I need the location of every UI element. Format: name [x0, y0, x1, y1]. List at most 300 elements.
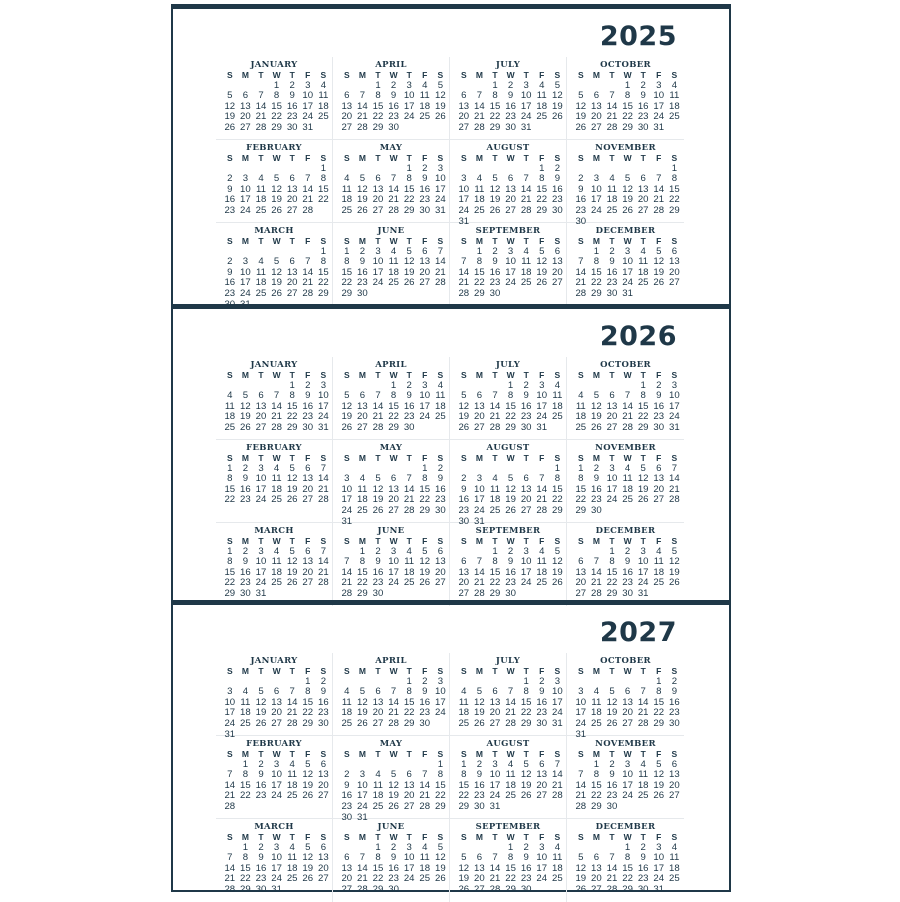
- day-number: 27: [474, 421, 485, 433]
- day-number: 25: [435, 411, 446, 423]
- month-name: OCTOBER: [600, 656, 651, 666]
- day-number: 24: [372, 277, 384, 289]
- day-number: 3: [227, 686, 233, 698]
- day-number: 24: [474, 504, 485, 516]
- day-number: 25: [255, 287, 267, 299]
- day-number: 30: [606, 800, 618, 812]
- day-number: 19: [372, 494, 384, 506]
- weekday-header: F: [305, 153, 311, 163]
- day-number: 30: [520, 883, 532, 895]
- day-number: 8: [578, 473, 584, 485]
- day-number: 20: [318, 862, 329, 874]
- weekday-header: T: [609, 666, 615, 676]
- weekday-header: S: [437, 370, 444, 380]
- day-number: 1: [593, 758, 600, 770]
- month-april: [333, 357, 450, 440]
- day-number: 29: [622, 121, 633, 133]
- day-number: 4: [578, 390, 584, 402]
- weekday-header: M: [358, 370, 366, 380]
- day-number: 9: [523, 390, 529, 402]
- day-number: 8: [375, 852, 381, 864]
- day-number: 25: [669, 111, 680, 123]
- day-number: 16: [403, 400, 415, 412]
- day-number: 16: [357, 266, 368, 278]
- day-number: 28: [286, 717, 298, 729]
- day-number: 28: [552, 790, 563, 802]
- weekday-header: T: [258, 536, 264, 546]
- day-number: 19: [403, 266, 415, 278]
- day-number: 27: [458, 121, 470, 133]
- weekday-header: M: [241, 370, 249, 380]
- day-number: 19: [606, 707, 618, 719]
- day-number: 21: [318, 566, 329, 578]
- day-number: 6: [671, 245, 678, 257]
- day-number: 13: [372, 696, 384, 708]
- day-number: 25: [419, 111, 431, 123]
- day-number: 10: [622, 256, 633, 268]
- day-number: 1: [656, 675, 662, 687]
- day-number: 5: [593, 390, 600, 402]
- weekday-header: T: [523, 536, 529, 546]
- day-number: 9: [609, 256, 615, 268]
- day-number: 12: [505, 483, 516, 495]
- day-number: 3: [578, 686, 584, 698]
- day-number: 21: [489, 873, 501, 885]
- day-number: 9: [289, 90, 295, 102]
- day-number: 31: [536, 421, 548, 433]
- day-number: 15: [224, 483, 236, 495]
- day-number: 11: [653, 556, 664, 568]
- day-number: 27: [536, 790, 548, 802]
- weekday-header: S: [320, 236, 327, 246]
- day-number: 27: [341, 883, 353, 895]
- day-number: 15: [318, 266, 329, 278]
- day-number: 23: [637, 111, 649, 123]
- day-number: 1: [671, 162, 678, 174]
- day-number: 31: [435, 204, 446, 216]
- weekday-header: T: [640, 70, 646, 80]
- day-number: 23: [606, 790, 618, 802]
- weekday-header: M: [358, 70, 366, 80]
- day-number: 13: [474, 862, 485, 874]
- day-number: 18: [435, 400, 446, 412]
- day-number: 14: [372, 400, 384, 412]
- day-number: 26: [536, 277, 548, 289]
- day-number: 10: [520, 90, 532, 102]
- day-number: 8: [289, 390, 295, 402]
- day-number: 14: [302, 183, 314, 195]
- month-name: NOVEMBER: [595, 443, 656, 453]
- day-number: 1: [359, 545, 366, 557]
- weekday-header: T: [406, 536, 412, 546]
- weekday-header: F: [539, 70, 545, 80]
- day-number: 2: [578, 173, 584, 185]
- day-number: 27: [240, 121, 251, 133]
- day-number: 23: [419, 707, 431, 719]
- day-number: 3: [671, 379, 678, 391]
- weekday-header: S: [460, 153, 467, 163]
- month-name: JUNE: [377, 226, 405, 236]
- day-number: 16: [552, 183, 563, 195]
- day-number: 12: [271, 266, 282, 278]
- day-number: 1: [227, 462, 233, 474]
- weekday-header: S: [437, 832, 444, 842]
- weekday-header: T: [609, 453, 615, 463]
- day-number: 26: [552, 577, 563, 589]
- day-number: 19: [357, 707, 368, 719]
- day-number: 5: [305, 758, 311, 770]
- day-number: 23: [458, 504, 470, 516]
- day-grid: [456, 153, 563, 227]
- day-number: 14: [458, 266, 470, 278]
- day-number: 20: [302, 483, 314, 495]
- day-number: 24: [403, 111, 415, 123]
- day-number: 14: [505, 696, 516, 708]
- day-number: 20: [606, 411, 618, 423]
- day-number: 4: [422, 79, 428, 91]
- day-number: 2: [422, 675, 428, 687]
- day-number: 4: [492, 473, 498, 485]
- day-number: 25: [474, 204, 485, 216]
- weekday-header: T: [258, 236, 264, 246]
- day-number: 16: [240, 566, 251, 578]
- day-number: 22: [591, 277, 602, 289]
- weekday-header: M: [475, 70, 483, 80]
- month-june: [333, 523, 450, 606]
- day-number: 12: [637, 473, 649, 485]
- weekday-header: S: [577, 536, 584, 546]
- day-number: 17: [435, 183, 446, 195]
- day-number: 18: [357, 494, 368, 506]
- weekday-header: T: [609, 832, 615, 842]
- day-number: 13: [474, 400, 485, 412]
- day-number: 26: [286, 494, 298, 506]
- day-number: 23: [388, 873, 399, 885]
- day-number: 19: [458, 873, 470, 885]
- day-number: 27: [318, 790, 329, 802]
- day-number: 3: [305, 79, 311, 91]
- day-number: 22: [403, 707, 415, 719]
- weekday-header: T: [492, 749, 498, 759]
- day-number: 21: [388, 194, 399, 206]
- day-number: 14: [419, 779, 431, 791]
- weekday-header: T: [289, 236, 295, 246]
- day-number: 28: [435, 277, 446, 289]
- weekday-header: F: [305, 70, 311, 80]
- day-number: 3: [539, 379, 545, 391]
- day-number: 23: [357, 277, 368, 289]
- day-number: 10: [622, 769, 633, 781]
- day-number: 23: [240, 577, 251, 589]
- day-number: 9: [437, 473, 444, 485]
- weekday-header: S: [671, 370, 678, 380]
- day-number: 13: [255, 400, 267, 412]
- day-number: 4: [624, 462, 631, 474]
- day-number: 12: [302, 769, 314, 781]
- day-number: 27: [271, 717, 282, 729]
- day-number: 29: [536, 204, 548, 216]
- day-number: 28: [575, 800, 587, 812]
- day-number: 29: [372, 883, 384, 895]
- day-number: 8: [593, 769, 600, 781]
- day-number: 31: [552, 717, 563, 729]
- weekday-header: W: [272, 666, 281, 676]
- weekday-header: S: [554, 666, 561, 676]
- day-number: 9: [461, 483, 467, 495]
- day-number: 1: [461, 758, 467, 770]
- day-number: 8: [492, 556, 498, 568]
- day-number: 17: [653, 862, 665, 874]
- day-number: 23: [341, 800, 353, 812]
- day-number: 5: [656, 758, 662, 770]
- day-number: 27: [653, 494, 665, 506]
- day-number: 2: [507, 545, 514, 557]
- weekday-header: S: [320, 153, 327, 163]
- day-number: 21: [372, 411, 384, 423]
- weekday-header: W: [272, 70, 281, 80]
- day-number: 18: [552, 400, 563, 412]
- day-number: 12: [372, 483, 384, 495]
- weekday-header: T: [523, 236, 529, 246]
- weekday-header: F: [422, 370, 428, 380]
- weekday-header: S: [437, 70, 444, 80]
- day-number: 21: [520, 194, 532, 206]
- day-number: 24: [255, 494, 267, 506]
- day-number: 21: [357, 873, 368, 885]
- day-number: 14: [552, 769, 563, 781]
- weekday-header: T: [375, 236, 381, 246]
- weekday-header: S: [226, 832, 233, 842]
- day-number: 29: [318, 287, 329, 299]
- day-number: 10: [341, 483, 353, 495]
- day-number: 26: [435, 873, 446, 885]
- day-number: 28: [536, 504, 548, 516]
- weekday-header: S: [343, 153, 350, 163]
- weekday-header: W: [389, 749, 398, 759]
- day-number: 2: [390, 841, 397, 853]
- weekday-header: T: [375, 70, 381, 80]
- day-number: 22: [419, 494, 431, 506]
- weekday-header: S: [671, 536, 678, 546]
- day-number: 17: [302, 100, 314, 112]
- day-number: 10: [224, 696, 236, 708]
- day-number: 12: [255, 696, 267, 708]
- day-number: 7: [289, 686, 295, 698]
- year-title: 2025: [599, 21, 677, 52]
- weekday-header: T: [406, 666, 412, 676]
- day-number: 22: [669, 194, 680, 206]
- day-number: 22: [575, 494, 587, 506]
- day-number: 28: [403, 504, 415, 516]
- day-number: 10: [505, 256, 516, 268]
- weekday-header: S: [343, 536, 350, 546]
- day-number: 4: [359, 473, 366, 485]
- day-number: 29: [458, 800, 470, 812]
- day-number: 17: [575, 707, 587, 719]
- day-number: 22: [458, 790, 470, 802]
- day-number: 10: [552, 686, 563, 698]
- day-grid: [573, 536, 678, 600]
- day-number: 14: [255, 100, 267, 112]
- weekday-header: S: [671, 666, 678, 676]
- day-number: 20: [591, 873, 602, 885]
- weekday-header: W: [506, 832, 515, 842]
- month-name: DECEMBER: [595, 526, 656, 536]
- day-number: 2: [656, 379, 662, 391]
- day-number: 19: [435, 862, 446, 874]
- day-number: 24: [489, 790, 501, 802]
- day-number: 6: [320, 841, 327, 853]
- day-number: 11: [341, 696, 352, 708]
- day-number: 26: [637, 494, 649, 506]
- months-grid: [216, 57, 684, 310]
- day-number: 28: [341, 587, 353, 599]
- day-number: 6: [656, 462, 662, 474]
- day-number: 30: [489, 287, 501, 299]
- weekday-header: W: [623, 70, 632, 80]
- day-number: 5: [461, 852, 467, 864]
- day-number: 15: [458, 779, 470, 791]
- weekday-header: S: [343, 70, 350, 80]
- weekday-header: S: [671, 153, 678, 163]
- day-number: 18: [318, 100, 329, 112]
- weekday-header: W: [389, 236, 398, 246]
- month-december: [567, 223, 684, 306]
- day-number: 26: [653, 790, 665, 802]
- day-number: 11: [240, 696, 251, 708]
- day-number: 20: [474, 873, 485, 885]
- day-number: 20: [435, 566, 446, 578]
- day-number: 3: [523, 545, 529, 557]
- day-number: 10: [458, 183, 470, 195]
- day-number: 8: [344, 256, 350, 268]
- day-number: 26: [357, 717, 368, 729]
- month-name: AUGUST: [486, 739, 530, 749]
- day-number: 30: [403, 421, 415, 433]
- day-number: 6: [344, 90, 350, 102]
- day-number: 4: [523, 245, 529, 257]
- day-number: 19: [240, 411, 251, 423]
- day-number: 7: [578, 769, 584, 781]
- day-number: 19: [552, 566, 563, 578]
- weekday-header: T: [289, 749, 295, 759]
- day-number: 13: [419, 256, 431, 268]
- day-grid: [573, 453, 678, 517]
- day-number: 11: [256, 266, 266, 278]
- day-number: 1: [422, 462, 428, 474]
- month-name: OCTOBER: [600, 360, 651, 370]
- day-grid: [339, 236, 446, 300]
- day-number: 8: [422, 473, 428, 485]
- day-number: 26: [302, 873, 314, 885]
- weekday-header: T: [289, 536, 295, 546]
- weekday-header: S: [226, 749, 233, 759]
- day-number: 4: [258, 256, 264, 268]
- day-number: 28: [255, 121, 267, 133]
- day-number: 13: [302, 473, 314, 485]
- day-number: 5: [609, 686, 615, 698]
- day-number: 6: [461, 90, 467, 102]
- day-number: 5: [258, 686, 264, 698]
- day-number: 6: [476, 852, 483, 864]
- day-number: 17: [552, 696, 563, 708]
- day-number: 11: [404, 556, 415, 568]
- weekday-header: T: [492, 153, 498, 163]
- weekday-header: S: [320, 749, 327, 759]
- day-number: 23: [240, 494, 251, 506]
- day-number: 25: [271, 577, 282, 589]
- weekday-header: T: [375, 749, 381, 759]
- day-number: 23: [388, 111, 399, 123]
- day-number: 14: [318, 556, 329, 568]
- day-number: 25: [271, 494, 282, 506]
- weekday-header: T: [523, 370, 529, 380]
- day-number: 9: [375, 556, 381, 568]
- day-number: 20: [286, 277, 298, 289]
- day-number: 6: [671, 758, 678, 770]
- weekday-header: W: [506, 536, 515, 546]
- day-number: 18: [271, 483, 282, 495]
- weekday-header: T: [640, 370, 646, 380]
- day-number: 11: [622, 473, 633, 485]
- month-name: MARCH: [254, 526, 294, 536]
- day-number: 23: [505, 577, 516, 589]
- day-number: 30: [357, 287, 368, 299]
- weekday-header: M: [358, 153, 366, 163]
- day-number: 21: [403, 494, 415, 506]
- calendar-sheet: [171, 4, 731, 895]
- day-number: 22: [240, 873, 251, 885]
- day-number: 2: [242, 462, 249, 474]
- day-number: 21: [591, 577, 602, 589]
- day-number: 9: [227, 266, 233, 278]
- weekday-header: T: [258, 832, 264, 842]
- day-number: 20: [669, 779, 680, 791]
- day-number: 26: [341, 421, 353, 433]
- day-number: 8: [539, 173, 545, 185]
- day-number: 8: [554, 473, 561, 485]
- day-number: 11: [607, 183, 617, 195]
- day-number: 3: [523, 79, 529, 91]
- weekday-header: S: [437, 236, 444, 246]
- day-number: 8: [640, 390, 646, 402]
- day-number: 2: [539, 675, 545, 687]
- day-number: 3: [593, 173, 600, 185]
- day-number: 3: [242, 256, 249, 268]
- day-number: 19: [286, 483, 298, 495]
- day-number: 22: [520, 707, 532, 719]
- day-number: 12: [575, 862, 587, 874]
- day-number: 26: [372, 504, 384, 516]
- day-number: 28: [606, 883, 618, 895]
- weekday-header: T: [258, 70, 264, 80]
- day-number: 2: [344, 769, 350, 781]
- day-number: 9: [344, 779, 350, 791]
- day-number: 21: [637, 707, 649, 719]
- day-number: 3: [273, 758, 280, 770]
- day-number: 29: [224, 587, 236, 599]
- day-number: 1: [609, 545, 615, 557]
- day-number: 17: [520, 100, 532, 112]
- day-number: 16: [575, 194, 587, 206]
- day-number: 26: [520, 790, 532, 802]
- month-december: [567, 523, 684, 606]
- day-grid: [222, 536, 329, 600]
- day-number: 13: [669, 769, 680, 781]
- month-name: FEBRUARY: [246, 443, 302, 453]
- weekday-header: T: [375, 832, 381, 842]
- day-number: 14: [606, 862, 618, 874]
